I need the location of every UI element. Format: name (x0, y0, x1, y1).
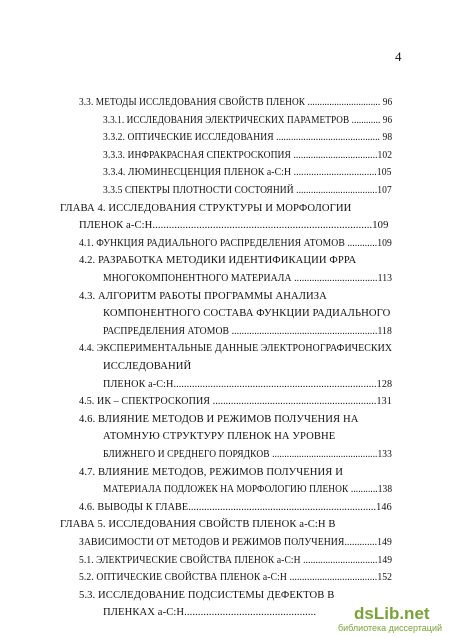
toc-line: 4.3. АЛГОРИТМ РАБОТЫ ПРОГРАММЫ АНАЛИЗА (79, 290, 327, 302)
toc-line: КОМПОНЕНТНОГО СОСТАВА ФУНКЦИИ РАДИАЛЬНОГО (103, 308, 391, 320)
toc-line: ИССЛЕДОВАНИЙ (103, 361, 192, 372)
toc-line: ПЛЕНКАХ a-C:H................................................ (103, 607, 317, 619)
toc-line: 3.3.3. ИНФРАКРАСНАЯ СПЕКТРОСКОПИЯ ..................................102 (103, 149, 393, 161)
toc-chapter-heading: ГЛАВА 5. ИССЛЕДОВАНИЯ СВОЙСТВ ПЛЕНОК a-C:H В (60, 519, 336, 531)
toc-line: МАТЕРИАЛА ПОДЛОЖЕК НА МОРФОЛОГИЮ ПЛЕНОК ...........138 (103, 484, 393, 496)
toc-line: 3.3.4. ЛЮМИНЕСЦЕНЦИЯ ПЛЕНОК a-C:H .................................105 (103, 167, 392, 179)
toc-line: ЗАВИСИМОСТИ ОТ МЕТОДОВ И РЕЖИМОВ ПОЛУЧЕНИЯ.............149 (79, 537, 392, 548)
toc-line: 4.2. РАЗРАБОТКА МЕТОДИКИ ИДЕНТИФИКАЦИИ ФРРА (79, 255, 357, 267)
toc-line: 4.5. ИК – СПЕКТРОСКОПИЯ ...............................................................131 (79, 396, 392, 408)
watermark-logo: dsLib.net (354, 604, 430, 623)
toc-line: МНОГОКОМПОНЕНТНОГО МАТЕРИАЛА .................................113 (103, 273, 393, 284)
toc-line: АТОМНУЮ СТРУКТУРУ ПЛЕНОК НА УРОВНЕ (103, 431, 336, 443)
toc-line: 4.6. ВЫВОДЫ К ГЛАВЕ.......................................................................146 (79, 501, 392, 513)
page-number: 4 (395, 49, 402, 64)
toc-line: 5.2. ОПТИЧЕСКИЕ СВОЙСТВА ПЛЕНОК a-C:H ...................................152 (79, 572, 393, 584)
toc-line: БЛИЖНЕГО И СРЕДНЕГО ПОРЯДКОВ ...........................................133 (103, 449, 392, 460)
toc-line: 4.1. ФУНКЦИЯ РАДИАЛЬНОГО РАСПРЕДЕЛЕНИЯ АТОМОВ ............109 (79, 237, 392, 249)
toc-line: ПЛЕНОК a-C:H................................................................................109 (79, 220, 389, 232)
toc-line: 3.3. МЕТОДЫ ИССЛЕДОВАНИЯ СВОЙСТВ ПЛЕНОК .............................. 96 (79, 97, 393, 108)
toc-line: 4.4. ЭКСПЕРИМЕНТАЛЬНЫЕ ДАННЫЕ ЭЛЕКТРОНОГРАФИЧЕСКИХ (79, 343, 393, 355)
toc-line: ПЛЕНОК a-C:H.............................................................................128 (103, 378, 393, 390)
toc-line: 3.3.2. ОПТИЧЕСКИЕ ИССЛЕДОВАНИЯ .......................................... 98 (103, 132, 393, 144)
watermark (338, 604, 450, 636)
watermark-subtitle: библиотека диссертаций (338, 623, 443, 633)
toc-line: 4.7. ВЛИЯНИЕ МЕТОДОВ, РЕЖИМОВ ПОЛУЧЕНИЯ И (79, 466, 343, 478)
toc-line: 4.6. ВЛИЯНИЕ МЕТОДОВ И РЕЖИМОВ ПОЛУЧЕНИЯ НА (79, 413, 359, 425)
toc-line: 3.3.5 СПЕКТРЫ ПЛОТНОСТИ СОСТОЯНИЙ .................................107 (103, 185, 392, 196)
toc-line: РАСПРЕДЕЛЕНИЯ АТОМОВ ..........................................................118 (103, 325, 392, 337)
toc-chapter-heading: ГЛАВА 4. ИССЛЕДОВАНИЯ СТРУКТУРЫ И МОРФОЛОГИИ (60, 202, 352, 214)
toc-line: 5.1. ЭЛЕКТРИЧЕСКИЕ СВОЙСТВА ПЛЕНОК a-C:H ..............................149 (79, 554, 393, 566)
toc-line: 5.3. ИССЛЕДОВАНИЕ ПОДСИСТЕМЫ ДЕФЕКТОВ В (79, 589, 335, 601)
toc-line: 3.3.1. ИССЛЕДОВАНИЯ ЭЛЕКТРИЧЕСКИХ ПАРАМЕТРОВ ............ 96 (103, 114, 393, 126)
